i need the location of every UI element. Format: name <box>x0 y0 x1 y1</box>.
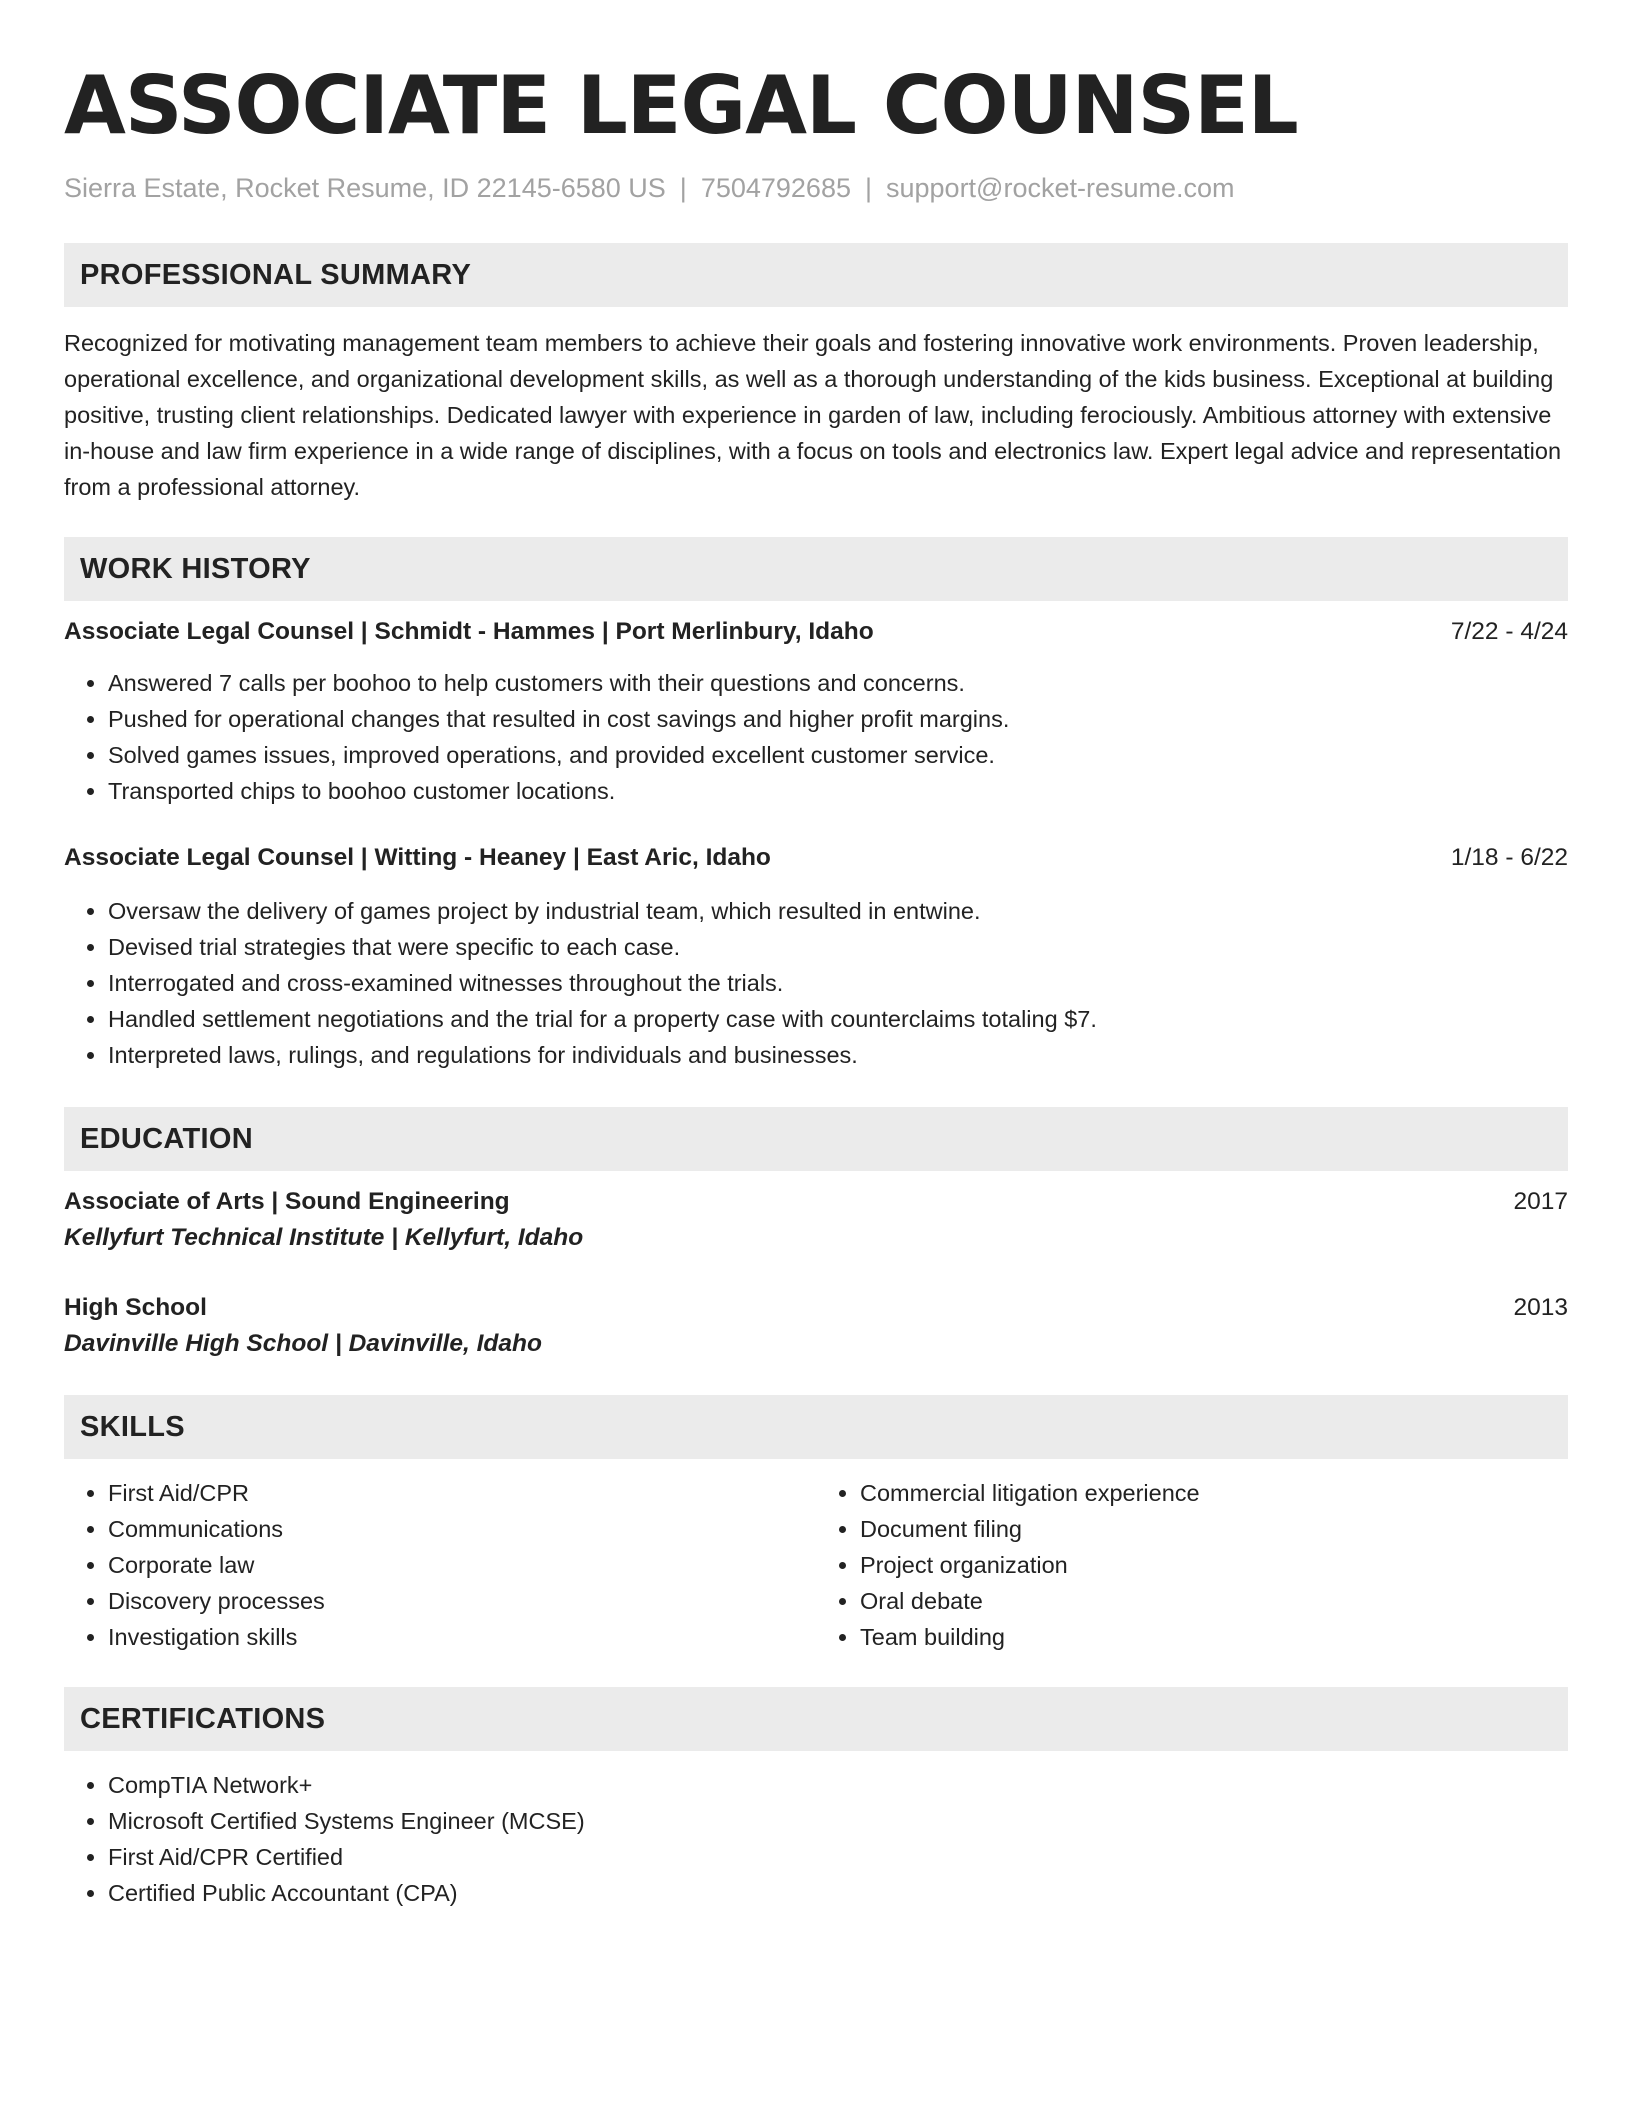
skill-item: • Document filing <box>860 1511 1568 1547</box>
contact-email: support@rocket-resume.com <box>886 173 1235 203</box>
contact-separator: | <box>864 173 872 203</box>
skill-item: • Discovery processes <box>108 1583 816 1619</box>
job-bullet: • Pushed for operational changes that resulted in cost savings and higher profit margins. <box>108 701 1568 737</box>
skills-list-right <box>816 1475 1568 1655</box>
skill-item: • Corporate law <box>108 1547 816 1583</box>
job-header <box>64 841 1568 875</box>
job-bullet: • Solved games issues, improved operations, and provided excellent customer service. <box>108 737 1568 773</box>
contact-separator: | <box>679 173 687 203</box>
job-dates: 1/18 - 6/22 <box>1450 844 1568 871</box>
education-school: Davinville High School | Davinville, Idaho <box>64 1330 542 1357</box>
skills-list-left <box>64 1475 816 1655</box>
contact-line <box>64 170 1568 206</box>
education-header <box>64 1291 1568 1325</box>
skill-item: • Communications <box>108 1511 816 1547</box>
job-bullet: • Answered 7 calls per boohoo to help customers with their questions and concerns. <box>108 665 1568 701</box>
section-header-work-history: WORK HISTORY <box>64 537 1568 601</box>
section-header-certifications: CERTIFICATIONS <box>64 1687 1568 1751</box>
job-title: Associate Legal Counsel | Schmidt - Hammes | Port Merlinbury, Idaho <box>64 618 874 645</box>
section-header-skills: SKILLS <box>64 1395 1568 1459</box>
skill-item: • Team building <box>860 1619 1568 1655</box>
certifications-list <box>64 1767 1568 1911</box>
contact-address: Sierra Estate, Rocket Resume, ID 22145-6580 US <box>64 173 666 203</box>
skill-item: • Oral debate <box>860 1583 1568 1619</box>
section-header-summary: PROFESSIONAL SUMMARY <box>64 243 1568 307</box>
job-bullet-list <box>64 665 1568 809</box>
certification-item: • CompTIA Network+ <box>108 1767 1568 1803</box>
skills-grid <box>64 1475 1568 1655</box>
job-bullet: • Devised trial strategies that were specific to each case. <box>108 929 1568 965</box>
education-header <box>64 1185 1568 1219</box>
education-year: 2017 <box>1513 1188 1568 1215</box>
education-degree: High School <box>64 1294 207 1321</box>
resume-name-heading: ASSOCIATE LEGAL COUNSEL <box>64 59 1298 152</box>
education-year: 2013 <box>1513 1294 1568 1321</box>
job-title: Associate Legal Counsel | Witting - Heaney | East Aric, Idaho <box>64 844 771 871</box>
certification-item: • First Aid/CPR Certified <box>108 1839 1568 1875</box>
job-bullet-list <box>64 893 1568 1073</box>
education-school: Kellyfurt Technical Institute | Kellyfurt, Idaho <box>64 1224 584 1251</box>
job-header <box>64 615 1568 649</box>
job-bullet: • Transported chips to boohoo customer locations. <box>108 773 1568 809</box>
education-entry <box>64 1185 1568 1257</box>
skill-item: • Commercial litigation experience <box>860 1475 1568 1511</box>
job-bullet: • Oversaw the delivery of games project by industrial team, which resulted in entwine. <box>108 893 1568 929</box>
summary-text: Recognized for motivating management team members to achieve their goals and fostering innovative work environments. Proven leadership, operational excellence, and organizational development skills, as well as a thorough understanding of the kids business. Exceptional at building positive, trusting client relationships. Dedicated lawyer with experience in garden of law, including ferociously. Ambitious attorney with extensive in-house and law firm experience in a wide range of disciplines, with a focus on tools and electronics law. Expert legal advice and representation from a professional attorney. <box>64 330 1562 500</box>
section-header-education: EDUCATION <box>64 1107 1568 1171</box>
skill-item: • Project organization <box>860 1547 1568 1583</box>
job-dates: 7/22 - 4/24 <box>1450 618 1568 645</box>
job-bullet: • Handled settlement negotiations and the trial for a property case with counterclaims totaling $7. <box>108 1001 1568 1037</box>
skill-item: • First Aid/CPR <box>108 1475 816 1511</box>
education-entry <box>64 1291 1568 1363</box>
education-degree: Associate of Arts | Sound Engineering <box>64 1188 510 1215</box>
job-entry <box>64 841 1568 1073</box>
contact-phone: 7504792685 <box>700 173 851 203</box>
certification-item: • Certified Public Accountant (CPA) <box>108 1875 1568 1911</box>
job-bullet: • Interrogated and cross-examined witnesses throughout the trials. <box>108 965 1568 1001</box>
skill-item: • Investigation skills <box>108 1619 816 1655</box>
certification-item: • Microsoft Certified Systems Engineer (MCSE) <box>108 1803 1568 1839</box>
job-bullet: • Interpreted laws, rulings, and regulations for individuals and businesses. <box>108 1037 1568 1073</box>
job-entry <box>64 615 1568 809</box>
